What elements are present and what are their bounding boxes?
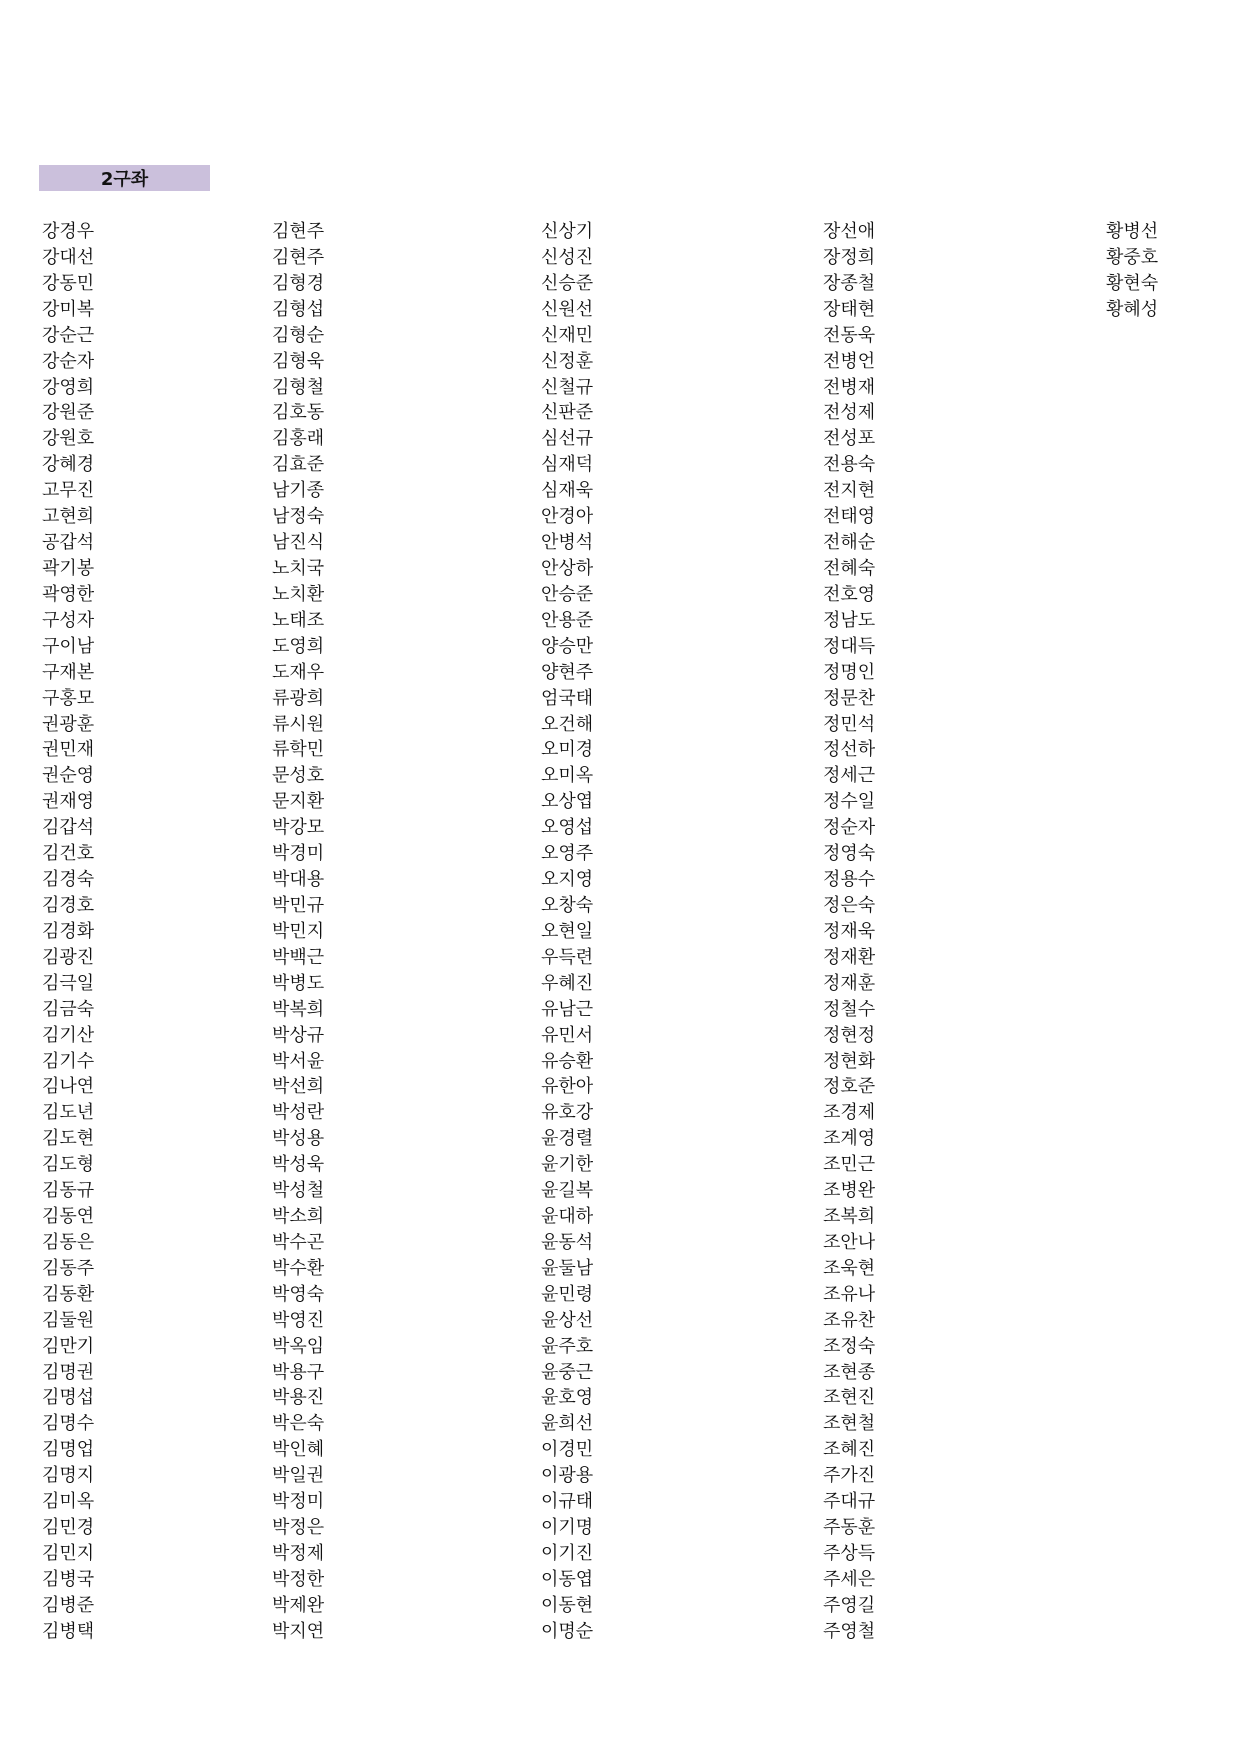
name-entry: 공갑석 [42,532,95,554]
name-entry: 장태현 [823,298,876,320]
name-entry: 김병국 [42,1568,95,1590]
name-entry: 박수환 [272,1257,325,1279]
name-entry: 김갑석 [42,817,95,839]
name-entry: 김극일 [42,972,95,994]
name-entry: 주세은 [823,1568,876,1590]
name-entry: 윤경렬 [541,1128,594,1150]
name-entry: 박경미 [272,843,325,865]
name-entry: 김도현 [42,1128,95,1150]
name-entry: 김동연 [42,1206,95,1228]
name-entry: 강동민 [42,272,95,294]
name-entry: 김병택 [42,1620,95,1642]
name-entry: 조병완 [823,1180,876,1202]
name-entry: 전용숙 [823,454,876,476]
name-entry: 윤호영 [541,1387,594,1409]
name-entry: 김동주 [42,1257,95,1279]
name-entry: 전동욱 [823,324,876,346]
name-entry: 정대득 [823,635,876,657]
name-column-3 [541,219,593,1645]
name-entry: 정선하 [823,739,876,761]
name-entry: 심선규 [541,428,594,450]
name-entry: 김금숙 [42,998,95,1020]
name-entry: 윤중근 [541,1361,594,1383]
name-entry: 안병석 [541,532,594,554]
name-entry: 박상규 [272,1024,325,1046]
name-entry: 장정희 [823,246,876,268]
section-header-badge [39,165,210,191]
name-entry: 정재훈 [823,972,876,994]
name-entry: 이명순 [541,1620,594,1642]
name-entry: 강순근 [42,324,95,346]
name-entry: 황병선 [1106,221,1159,242]
name-entry: 류시원 [272,713,325,735]
name-entry: 권광훈 [42,713,95,735]
name-entry: 이동엽 [541,1568,594,1590]
name-entry: 정재환 [823,946,876,968]
name-entry: 양승만 [541,635,594,657]
name-entry: 전병재 [823,376,876,398]
name-column-2 [272,219,324,1645]
name-entry: 김도형 [42,1154,95,1176]
name-entry: 조민근 [823,1154,876,1176]
name-entry: 박지연 [272,1620,325,1642]
name-entry: 정수일 [823,791,876,813]
section-header-label: 2구좌 [100,169,149,190]
name-entry: 정용수 [823,869,876,891]
name-entry: 박정제 [272,1543,325,1565]
name-entry: 김호동 [272,402,325,424]
name-entry: 박정미 [272,1491,325,1513]
name-entry: 권민재 [42,739,95,761]
name-entry: 김기수 [42,1050,95,1072]
name-entry: 이경민 [541,1439,594,1461]
name-entry: 안경아 [541,506,594,528]
name-entry: 윤상선 [541,1309,594,1331]
name-entry: 김현주 [272,221,325,242]
name-entry: 심재덕 [541,454,594,476]
name-entry: 김경화 [42,920,95,942]
name-entry: 정순자 [823,817,876,839]
name-entry: 강경우 [42,221,95,242]
name-entry: 강미복 [42,298,95,320]
name-entry: 주영길 [823,1594,876,1616]
name-entry: 정현화 [823,1050,876,1072]
name-entry: 박영진 [272,1309,325,1331]
name-entry: 강원준 [42,402,95,424]
name-entry: 이광용 [541,1465,594,1487]
name-entry: 우득련 [541,946,594,968]
name-entry: 박성철 [272,1180,325,1202]
name-entry: 박일권 [272,1465,325,1487]
name-entry: 구이남 [42,635,95,657]
name-entry: 김형순 [272,324,325,346]
name-entry: 박성용 [272,1128,325,1150]
name-entry: 박복희 [272,998,325,1020]
name-entry: 신철규 [541,376,594,398]
name-entry: 곽기봉 [42,557,95,579]
name-entry: 박영숙 [272,1283,325,1305]
name-entry: 김동규 [42,1180,95,1202]
name-column-4 [823,219,875,1645]
name-entry: 오상엽 [541,791,594,813]
name-entry: 주대규 [823,1491,876,1513]
name-entry: 신판준 [541,402,594,424]
name-entry: 조경제 [823,1102,876,1124]
name-entry: 전성포 [823,428,876,450]
name-entry: 박서윤 [272,1050,325,1072]
name-entry: 남정숙 [272,506,325,528]
name-entry: 고무진 [42,480,95,502]
name-entry: 김형욱 [272,350,325,372]
name-entry: 오미경 [541,739,594,761]
name-entry: 김경숙 [42,869,95,891]
name-entry: 박선희 [272,1076,325,1098]
name-entry: 강순자 [42,350,95,372]
name-entry: 이기진 [541,1543,594,1565]
name-entry: 박성란 [272,1102,325,1124]
name-entry: 윤희선 [541,1413,594,1435]
name-entry: 정은숙 [823,894,876,916]
name-entry: 박인혜 [272,1439,325,1461]
name-entry: 정민석 [823,713,876,735]
name-entry: 장종철 [823,272,876,294]
name-entry: 고현희 [42,506,95,528]
name-entry: 김민경 [42,1517,95,1539]
name-entry: 전태영 [823,506,876,528]
name-entry: 구홍모 [42,687,95,709]
name-entry: 전성제 [823,402,876,424]
name-entry: 황현숙 [1106,272,1159,294]
name-entry: 우혜진 [541,972,594,994]
name-entry: 구재본 [42,661,95,683]
name-entry: 정철수 [823,998,876,1020]
name-entry: 김미옥 [42,1491,95,1513]
name-entry: 문지환 [272,791,325,813]
name-entry: 류학민 [272,739,325,761]
name-entry: 황혜성 [1106,298,1159,320]
name-entry: 김홍래 [272,428,325,450]
name-entry: 곽영한 [42,583,95,605]
name-entry: 이기명 [541,1517,594,1539]
name-entry: 김명지 [42,1465,95,1487]
name-entry: 박제완 [272,1594,325,1616]
name-entry: 심재욱 [541,480,594,502]
name-entry: 전지현 [823,480,876,502]
name-entry: 박백근 [272,946,325,968]
name-entry: 박병도 [272,972,325,994]
name-entry: 박용구 [272,1361,325,1383]
name-entry: 신성진 [541,246,594,268]
name-entry: 황중호 [1106,246,1159,268]
name-entry: 신원선 [541,298,594,320]
name-entry: 유한아 [541,1076,594,1098]
name-entry: 김나연 [42,1076,95,1098]
name-entry: 신재민 [541,324,594,346]
name-entry: 조복희 [823,1206,876,1228]
name-entry: 주동훈 [823,1517,876,1539]
name-entry: 조유나 [823,1283,876,1305]
name-entry: 박용진 [272,1387,325,1409]
name-entry: 도영희 [272,635,325,657]
name-entry: 김형섭 [272,298,325,320]
name-entry: 신상기 [541,221,594,242]
name-entry: 노태조 [272,609,325,631]
name-entry: 정현정 [823,1024,876,1046]
name-entry: 강혜경 [42,454,95,476]
name-entry: 유승환 [541,1050,594,1072]
name-entry: 박성욱 [272,1154,325,1176]
name-entry: 유민서 [541,1024,594,1046]
name-entry: 윤기한 [541,1154,594,1176]
name-entry: 김동은 [42,1231,95,1253]
name-entry: 윤둘남 [541,1257,594,1279]
name-entry: 양현주 [541,661,594,683]
name-entry: 엄국태 [541,687,594,709]
name-entry: 박강모 [272,817,325,839]
name-entry: 김동환 [42,1283,95,1305]
name-entry: 주가진 [823,1465,876,1487]
name-entry: 김민지 [42,1543,95,1565]
name-entry: 전병언 [823,350,876,372]
name-entry: 김도년 [42,1102,95,1124]
name-entry: 박정은 [272,1517,325,1539]
name-entry: 김현주 [272,246,325,268]
name-entry: 유남근 [541,998,594,1020]
name-entry: 강원호 [42,428,95,450]
name-entry: 박은숙 [272,1413,325,1435]
name-entry: 윤민령 [541,1283,594,1305]
name-entry: 안용준 [541,609,594,631]
name-entry: 김기산 [42,1024,95,1046]
name-entry: 강영희 [42,376,95,398]
name-entry: 정세근 [823,765,876,787]
name-entry: 박민지 [272,920,325,942]
name-entry: 류광희 [272,687,325,709]
name-entry: 오지영 [541,869,594,891]
name-entry: 권재영 [42,791,95,813]
name-column-1 [42,219,94,1645]
name-entry: 권순영 [42,765,95,787]
name-entry: 이규태 [541,1491,594,1513]
name-entry: 노치국 [272,557,325,579]
name-entry: 김명권 [42,1361,95,1383]
name-entry: 윤대하 [541,1206,594,1228]
name-entry: 윤길복 [541,1180,594,1202]
name-entry: 김광진 [42,946,95,968]
name-entry: 박옥임 [272,1335,325,1357]
name-entry: 구성자 [42,609,95,631]
name-entry: 김경호 [42,894,95,916]
name-entry: 정명인 [823,661,876,683]
name-entry: 김병준 [42,1594,95,1616]
name-entry: 박수곤 [272,1231,325,1253]
name-entry: 조안나 [823,1231,876,1253]
name-entry: 김만기 [42,1335,95,1357]
name-entry: 오영주 [541,843,594,865]
name-entry: 김명섭 [42,1387,95,1409]
name-entry: 강대선 [42,246,95,268]
name-entry: 신정훈 [541,350,594,372]
name-entry: 오영섭 [541,817,594,839]
name-entry: 안상하 [541,557,594,579]
name-entry: 윤주호 [541,1335,594,1357]
name-entry: 박민규 [272,894,325,916]
name-entry: 조현진 [823,1387,876,1409]
name-entry: 오현일 [541,920,594,942]
name-entry: 김둘원 [42,1309,95,1331]
name-entry: 조욱현 [823,1257,876,1279]
name-entry: 오건해 [541,713,594,735]
name-entry: 유호강 [541,1102,594,1124]
name-entry: 전호영 [823,583,876,605]
name-entry: 장선애 [823,221,876,242]
name-entry: 김형철 [272,376,325,398]
name-entry: 김명수 [42,1413,95,1435]
name-entry: 조혜진 [823,1439,876,1461]
name-entry: 정문찬 [823,687,876,709]
name-entry: 박대용 [272,869,325,891]
name-entry: 신승준 [541,272,594,294]
name-entry: 김형경 [272,272,325,294]
name-entry: 정남도 [823,609,876,631]
name-entry: 안승준 [541,583,594,605]
name-entry: 전혜숙 [823,557,876,579]
name-entry: 주상득 [823,1543,876,1565]
name-entry: 조계영 [823,1128,876,1150]
name-entry: 남진식 [272,532,325,554]
name-entry: 이동현 [541,1594,594,1616]
name-entry: 정재욱 [823,920,876,942]
name-entry: 정영숙 [823,843,876,865]
name-entry: 주영철 [823,1620,876,1642]
name-entry: 오창숙 [541,894,594,916]
name-entry: 정호준 [823,1076,876,1098]
name-entry: 김효준 [272,454,325,476]
name-entry: 조현철 [823,1413,876,1435]
name-entry: 김건호 [42,843,95,865]
name-entry: 박소희 [272,1206,325,1228]
name-entry: 문성호 [272,765,325,787]
name-entry: 남기종 [272,480,325,502]
name-entry: 오미옥 [541,765,594,787]
name-column-5 [1106,219,1158,323]
name-entry: 도재우 [272,661,325,683]
name-entry: 조정숙 [823,1335,876,1357]
name-entry: 노치환 [272,583,325,605]
name-entry: 조유찬 [823,1309,876,1331]
name-entry: 김명업 [42,1439,95,1461]
name-entry: 윤동석 [541,1231,594,1253]
name-entry: 조현종 [823,1361,876,1383]
name-entry: 전해순 [823,532,876,554]
name-entry: 박정한 [272,1568,325,1590]
